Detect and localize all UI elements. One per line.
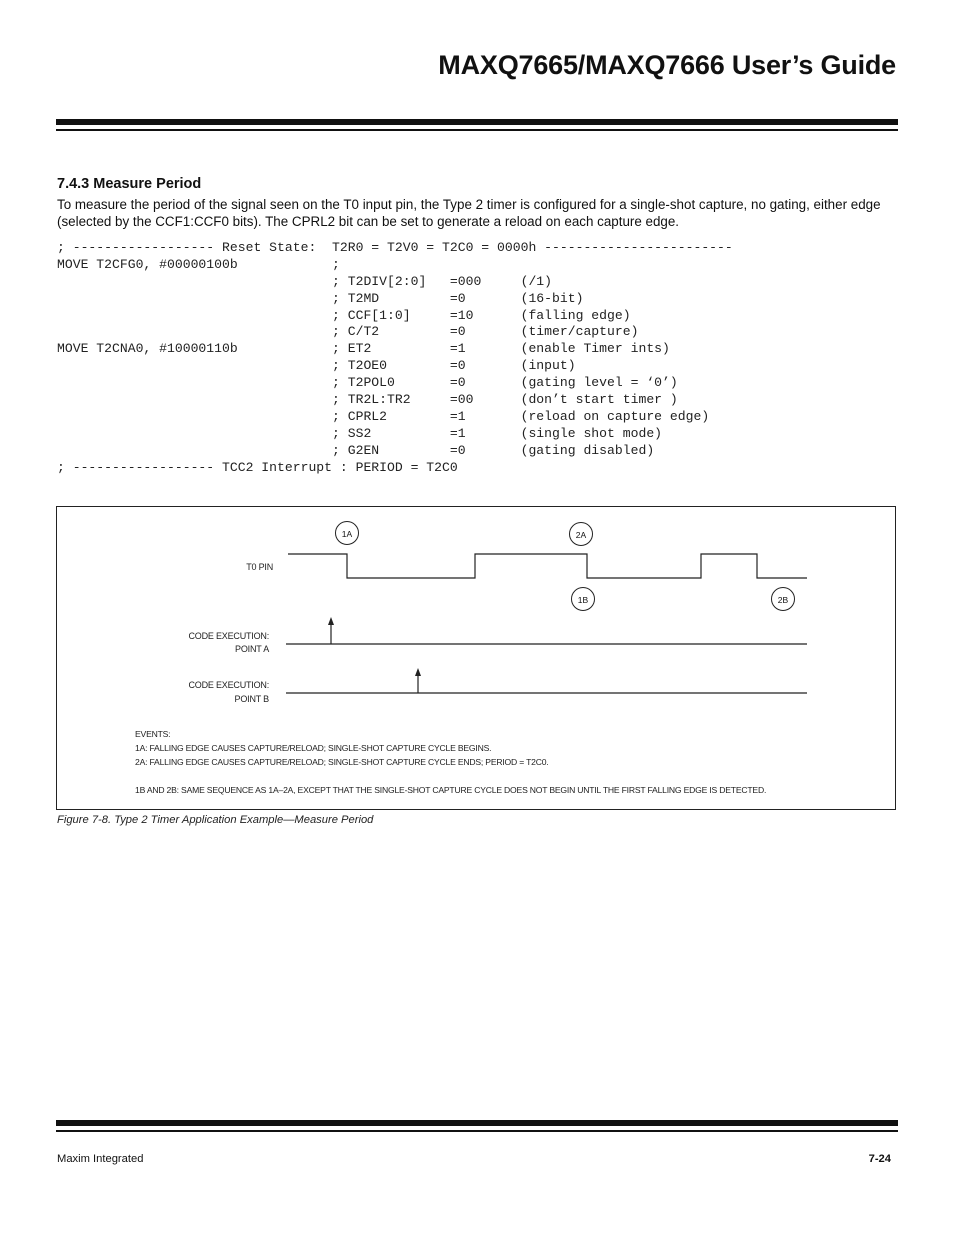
code-listing	[57, 240, 733, 476]
code-line: ; T2POL0 =0 (gating level = ‘0’)	[57, 375, 678, 391]
code-line: ; CCF[1:0] =10 (falling edge)	[57, 307, 631, 323]
code-line: ; ------------------ Reset State: T2R0 = T2V0 = T2C0 = 0000h ------------------------	[57, 240, 733, 255]
marker-2a	[569, 522, 593, 546]
marker-1b	[571, 587, 595, 611]
marker-2b-label: 2B	[777, 595, 789, 605]
timing-diagram-figure	[56, 506, 896, 810]
marker-1a-label: 1A	[341, 529, 353, 539]
events-heading: EVENTS:	[135, 729, 171, 739]
header-rule-thin	[56, 129, 898, 131]
event-1a: 1A: FALLING EDGE CAUSES CAPTURE/RELOAD; SINGLE-SHOT CAPTURE CYCLE BEGINS.	[135, 743, 492, 753]
events-spacer	[135, 769, 766, 783]
header-rule-thick	[56, 119, 898, 125]
events-legend	[135, 727, 766, 797]
code-line: ; T2MD =0 (16-bit)	[57, 290, 584, 306]
point-b-label-line2: POINT B	[234, 694, 269, 704]
code-line: ; T2DIV[2:0] =000 (/1)	[57, 273, 553, 289]
footer-company: Maxim Integrated	[57, 1153, 144, 1165]
figure-caption: Figure 7-8. Type 2 Timer Application Example—Measure Period	[57, 814, 374, 826]
footer-page-number: 7-24	[868, 1153, 891, 1165]
point-b-label-line1: CODE EXECUTION:	[188, 680, 269, 690]
code-line: ; G2EN =0 (gating disabled)	[57, 442, 655, 458]
event-1b-2b: 1B AND 2B: SAME SEQUENCE AS 1A–2A, EXCEPT THAT THE SINGLE-SHOT CAPTURE CYCLE DOES NOT BEGIN UNTIL THE FIRST FALLING EDGE IS DETECTED.	[135, 785, 767, 795]
footer-rule-thick	[56, 1120, 898, 1126]
code-line: ; CPRL2 =1 (reload on capture edge)	[57, 408, 710, 424]
t0-pin-waveform	[288, 554, 807, 578]
code-line: ; SS2 =1 (single shot mode)	[57, 425, 663, 441]
section-heading: 7.4.3 Measure Period	[57, 176, 202, 192]
point-a-label-line2: POINT A	[235, 644, 269, 654]
marker-1a	[335, 521, 359, 545]
marker-2a-label: 2A	[575, 530, 587, 540]
code-line: MOVE T2CFG0, #00000100b ;	[57, 256, 340, 272]
point-a-label-line1: CODE EXECUTION:	[188, 631, 269, 641]
code-line: ; ------------------ TCC2 Interrupt : PERIOD = T2C0	[57, 459, 458, 475]
code-line: ; T2OE0 =0 (input)	[57, 358, 576, 374]
footer-rule-thin	[56, 1130, 898, 1132]
marker-1b-label: 1B	[577, 595, 589, 605]
document-title: MAXQ7665/MAXQ7666 User’s Guide	[438, 50, 896, 80]
code-line: ; TR2L:TR2 =00 (don’t start timer )	[57, 392, 678, 408]
code-line: MOVE T2CNA0, #10000110b ; ET2 =1 (enable Timer ints)	[57, 341, 670, 357]
marker-2b	[771, 587, 795, 611]
t0-pin-label: T0 PIN	[246, 562, 273, 572]
point-a-arrowhead	[328, 617, 334, 625]
event-2a: 2A: FALLING EDGE CAUSES CAPTURE/RELOAD; SINGLE-SHOT CAPTURE CYCLE ENDS; PERIOD = T2C0.	[135, 757, 549, 767]
point-b-arrowhead	[415, 668, 421, 676]
code-line: ; C/T2 =0 (timer/capture)	[57, 324, 639, 340]
section-paragraph: To measure the period of the signal seen on the T0 input pin, the Type 2 timer is configured for a single-shot capture, no gating, either edge (selected by the CCF1:CCF0 bits). The CPRL2 bit can be set to generate a reload on each capture edge.	[57, 197, 881, 229]
